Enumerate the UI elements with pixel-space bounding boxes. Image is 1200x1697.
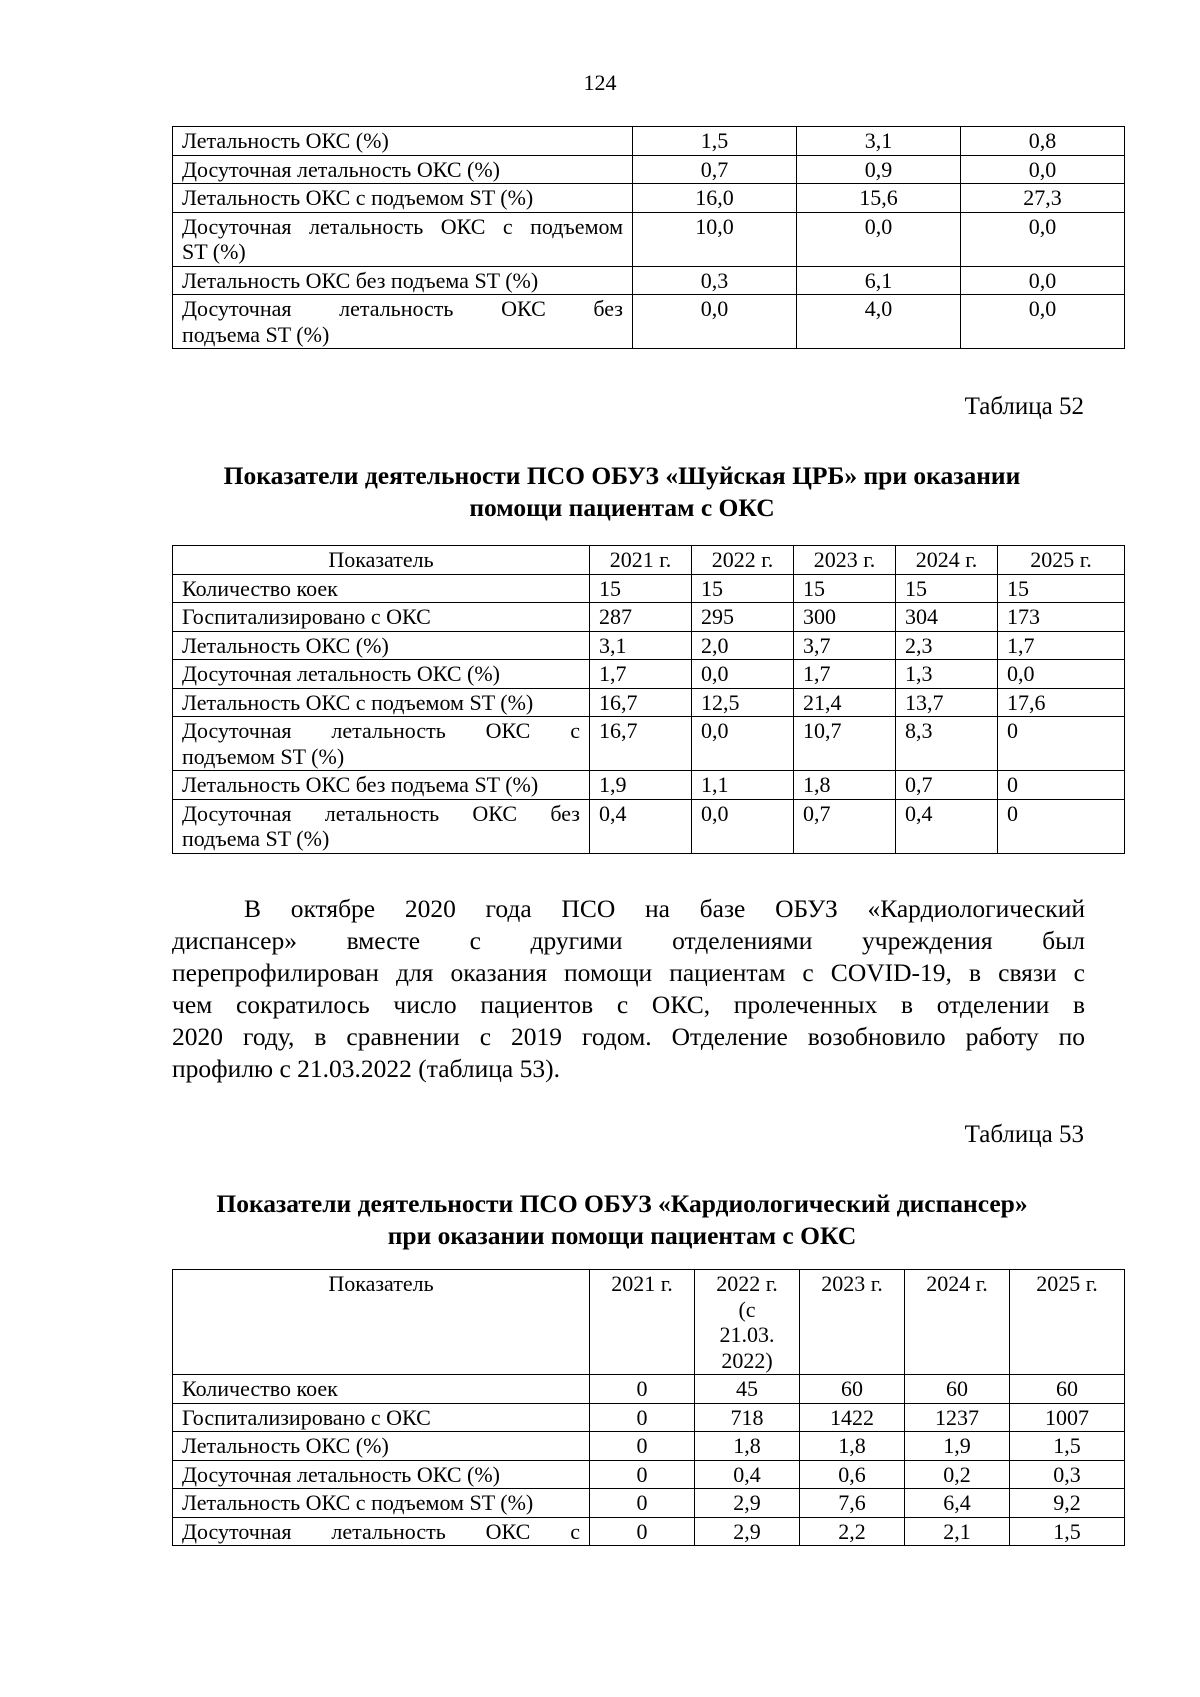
row-label: Досуточная летальность ОКС с [173, 1517, 590, 1546]
cell-value: 0,6 [800, 1460, 905, 1489]
cell-value: 0,0 [633, 295, 797, 349]
table-53 [172, 1269, 1125, 1546]
table-53-title: Показатели деятельности ПСО ОБУЗ «Кардиологический диспансер» при оказании помощи пациентам с ОКС [216, 1189, 1028, 1250]
row-label: Досуточная летальность ОКС (%) [173, 660, 590, 689]
header-year: 2022 г. (с 21.03. 2022) [695, 1270, 800, 1375]
row-label: Летальность ОКС без подъема ST (%) [173, 771, 590, 800]
header-year: 2021 г. [590, 1270, 695, 1375]
cell-value: 1,5 [1010, 1517, 1125, 1546]
cell-value: 60 [800, 1375, 905, 1404]
cell-value: 12,5 [692, 688, 794, 717]
cell-value: 0,4 [695, 1460, 800, 1489]
cell-value: 1,5 [1010, 1432, 1125, 1461]
cell-value: 0,7 [633, 155, 797, 184]
header-year: 2025 г. [998, 546, 1125, 575]
row-label: Госпитализировано с ОКС [173, 603, 590, 632]
cell-value: 10,0 [633, 212, 797, 266]
cell-value: 0,0 [961, 266, 1125, 295]
table-row [173, 212, 1125, 266]
cell-value: 1,3 [896, 660, 998, 689]
cell-value: 304 [896, 603, 998, 632]
table-row [173, 127, 1125, 156]
cell-value: 9,2 [1010, 1489, 1125, 1518]
cell-value: 0,0 [961, 295, 1125, 349]
cell-value: 15 [896, 574, 998, 603]
cell-value: 8,3 [896, 717, 998, 771]
row-label: Летальность ОКС без подъема ST (%) [173, 266, 633, 295]
cell-value: 15 [590, 574, 692, 603]
cell-value: 17,6 [998, 688, 1125, 717]
cell-value: 0,0 [961, 155, 1125, 184]
table-row [173, 1460, 1125, 1489]
cell-value: 45 [695, 1375, 800, 1404]
cell-value: 1,7 [590, 660, 692, 689]
cell-value: 27,3 [961, 184, 1125, 213]
cell-value: 1,7 [794, 660, 896, 689]
cell-value: 15 [794, 574, 896, 603]
cell-value: 16,7 [590, 717, 692, 771]
cell-value: 1237 [905, 1403, 1010, 1432]
cell-value: 0 [998, 771, 1125, 800]
cell-value: 2,0 [692, 631, 794, 660]
cell-value: 0,0 [692, 660, 794, 689]
cell-value: 2,9 [695, 1489, 800, 1518]
paragraph-line: 2020 году, в сравнении с 2019 годом. Отделение возобновило работу по [172, 1022, 1085, 1051]
row-label: Летальность ОКС с подъемом ST (%) [173, 1489, 590, 1518]
table-row [173, 799, 1125, 853]
table-row [173, 295, 1125, 349]
cell-value: 60 [1010, 1375, 1125, 1404]
cell-value: 7,6 [800, 1489, 905, 1518]
cell-value: 21,4 [794, 688, 896, 717]
cell-value: 2,2 [800, 1517, 905, 1546]
table-row [173, 266, 1125, 295]
cell-value: 0 [590, 1517, 695, 1546]
cell-value: 0,2 [905, 1460, 1010, 1489]
cell-value: 0 [998, 799, 1125, 853]
cell-value: 718 [695, 1403, 800, 1432]
table-52-caption: Таблица 52 [964, 393, 1084, 420]
cell-value: 1,9 [905, 1432, 1010, 1461]
cell-value: 6,1 [797, 266, 961, 295]
page-number: 124 [583, 70, 617, 95]
cell-value: 1,5 [633, 127, 797, 156]
table-row [173, 574, 1125, 603]
header-year: 2025 г. [1010, 1270, 1125, 1375]
table-52-title: Показатели деятельности ПСО ОБУЗ «Шуйская ЦРБ» при оказании помощи пациентам с ОКС [223, 461, 1021, 522]
table-row [173, 771, 1125, 800]
cell-value: 0 [590, 1375, 695, 1404]
cell-value: 13,7 [896, 688, 998, 717]
paragraph-line: чем сократилось число пациентов с ОКС, пролеченных в отделении в [172, 990, 1085, 1019]
cell-value: 0,4 [590, 799, 692, 853]
row-label: Летальность ОКС с подъемом ST (%) [173, 688, 590, 717]
cell-value: 1,7 [998, 631, 1125, 660]
cell-value: 0,0 [692, 717, 794, 771]
cell-value: 0,0 [961, 212, 1125, 266]
cell-value: 1,8 [800, 1432, 905, 1461]
table-row [173, 660, 1125, 689]
cell-value: 0 [998, 717, 1125, 771]
cell-value: 300 [794, 603, 896, 632]
header-year: 2023 г. [794, 546, 896, 575]
table-row [173, 603, 1125, 632]
paragraph-line: профилю с 21.03.2022 (таблица 53). [172, 1054, 560, 1083]
cell-value: 2,9 [695, 1517, 800, 1546]
table-52 [172, 545, 1125, 854]
table-row [173, 1375, 1125, 1404]
cell-value: 3,1 [590, 631, 692, 660]
cell-value: 1,8 [794, 771, 896, 800]
table-row [173, 155, 1125, 184]
table-53-caption: Таблица 53 [964, 1121, 1084, 1148]
cell-value: 3,7 [794, 631, 896, 660]
row-label: Летальность ОКС с подъемом ST (%) [173, 184, 633, 213]
cell-value: 16,0 [633, 184, 797, 213]
cell-value: 0,3 [633, 266, 797, 295]
table-row [173, 1517, 1125, 1546]
table-row [173, 1403, 1125, 1432]
cell-value: 1,1 [692, 771, 794, 800]
cell-value: 0,8 [961, 127, 1125, 156]
table-row [173, 184, 1125, 213]
cell-value: 0,9 [797, 155, 961, 184]
row-label: Количество коек [173, 1375, 590, 1404]
cell-value: 173 [998, 603, 1125, 632]
cell-value: 4,0 [797, 295, 961, 349]
cell-value: 0 [590, 1432, 695, 1461]
cell-value: 15,6 [797, 184, 961, 213]
row-label: Госпитализировано с ОКС [173, 1403, 590, 1432]
cell-value: 3,1 [797, 127, 961, 156]
cell-value: 15 [692, 574, 794, 603]
row-label: Количество коек [173, 574, 590, 603]
row-label: Досуточная летальность ОКС (%) [173, 1460, 590, 1489]
body-paragraph [172, 893, 1085, 1085]
table-row [173, 631, 1125, 660]
cell-value: 1422 [800, 1403, 905, 1432]
header-indicator: Показатель [173, 546, 590, 575]
row-label: Досуточная летальность ОКС без подъема ST (%) [173, 799, 590, 853]
paragraph-line: перепрофилирован для оказания помощи пациентам с COVID-19, в связи с [172, 958, 1085, 987]
cell-value: 16,7 [590, 688, 692, 717]
header-year: 2024 г. [905, 1270, 1010, 1375]
cell-value: 15 [998, 574, 1125, 603]
header-year: 2021 г. [590, 546, 692, 575]
row-label: Досуточная летальность ОКС с подъемом ST (%) [173, 717, 590, 771]
cell-value: 10,7 [794, 717, 896, 771]
cell-value: 6,4 [905, 1489, 1010, 1518]
cell-value: 1,9 [590, 771, 692, 800]
cell-value: 1007 [1010, 1403, 1125, 1432]
cell-value: 287 [590, 603, 692, 632]
header-year: 2022 г. [692, 546, 794, 575]
cell-value: 1,8 [695, 1432, 800, 1461]
table-row [173, 717, 1125, 771]
cell-value: 0 [590, 1489, 695, 1518]
cell-value: 295 [692, 603, 794, 632]
cell-value: 2,1 [905, 1517, 1010, 1546]
table-continued [172, 126, 1125, 349]
row-label: Летальность ОКС (%) [173, 631, 590, 660]
header-year: 2024 г. [896, 546, 998, 575]
cell-value: 0,0 [692, 799, 794, 853]
paragraph-line: В октябре 2020 года ПСО на базе ОБУЗ «Кардиологический [244, 894, 1085, 923]
header-year: 2023 г. [800, 1270, 905, 1375]
table-row [173, 688, 1125, 717]
cell-value: 60 [905, 1375, 1010, 1404]
header-indicator: Показатель [173, 1270, 590, 1375]
cell-value: 0,3 [1010, 1460, 1125, 1489]
row-label: Летальность ОКС (%) [173, 127, 633, 156]
table-row [173, 1489, 1125, 1518]
row-label: Летальность ОКС (%) [173, 1432, 590, 1461]
paragraph-line: диспансер» вместе с другими отделениями учреждения был [172, 926, 1085, 955]
cell-value: 0,7 [896, 771, 998, 800]
cell-value: 0,0 [797, 212, 961, 266]
cell-value: 2,3 [896, 631, 998, 660]
cell-value: 0 [590, 1403, 695, 1432]
row-label: Досуточная летальность ОКС с подъемом ST (%) [173, 212, 633, 266]
row-label: Досуточная летальность ОКС (%) [173, 155, 633, 184]
table-row [173, 1432, 1125, 1461]
cell-value: 0 [590, 1460, 695, 1489]
cell-value: 0,0 [998, 660, 1125, 689]
cell-value: 0,7 [794, 799, 896, 853]
row-label: Досуточная летальность ОКС без подъема ST (%) [173, 295, 633, 349]
cell-value: 0,4 [896, 799, 998, 853]
